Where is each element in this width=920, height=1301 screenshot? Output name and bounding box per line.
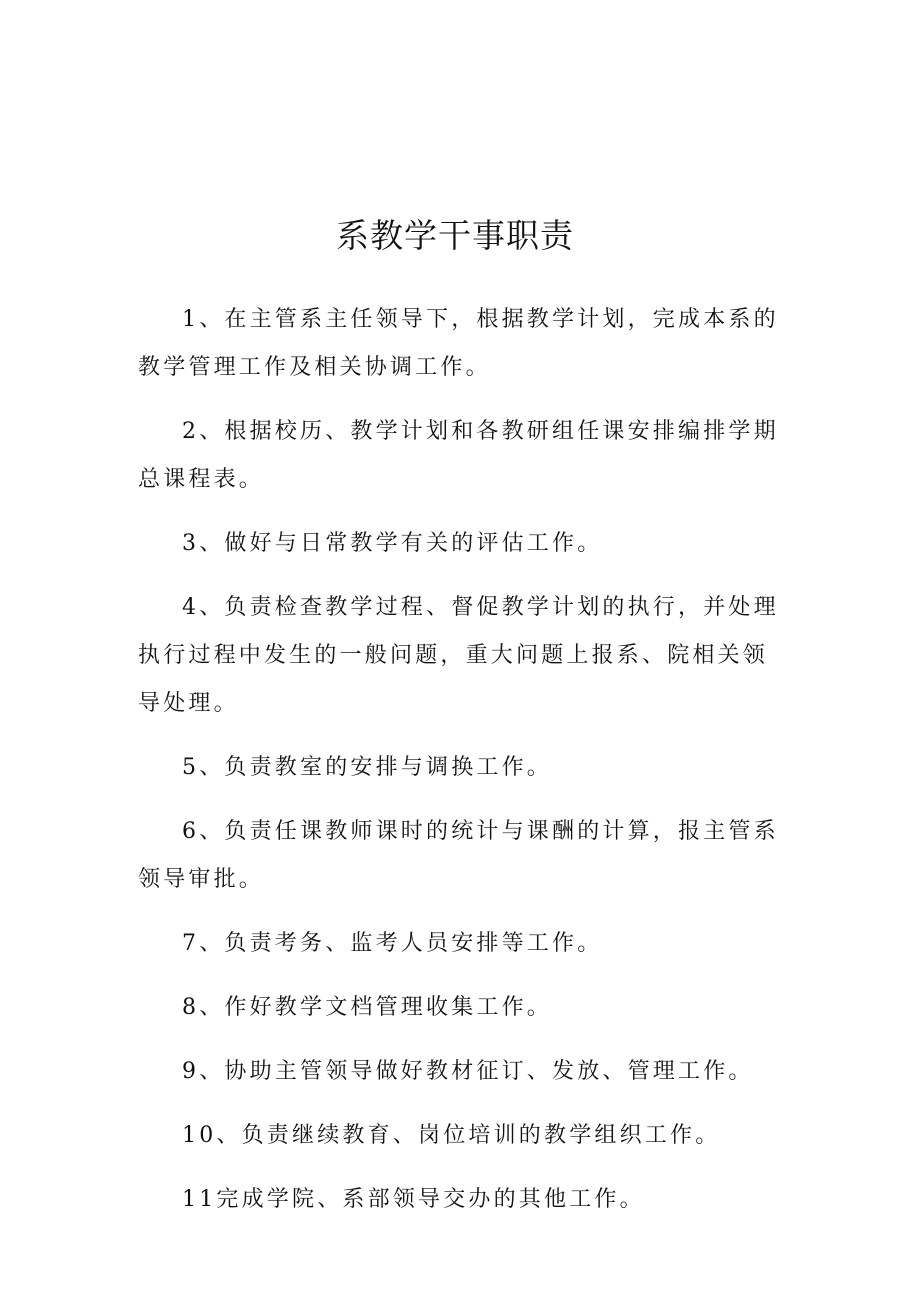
responsibilities-list — [138, 296, 782, 1240]
responsibility-item-10: 10、负责继续教育、岗位培训的教学组织工作。 — [182, 1123, 721, 1148]
document-title: 系教学干事职责 — [336, 216, 574, 255]
responsibility-item-1: 1、在主管系主任领导下，根据教学计划，完成本系的教学管理工作及相关协调工作。 — [138, 307, 779, 380]
responsibility-item-4: 4、负责检查教学过程、督促教学计划的执行，并处理执行过程中发生的一般问题，重大问题上报系、院相关领导处理。 — [138, 595, 779, 716]
responsibility-item-11: 11完成学院、系部领导交办的其他工作。 — [182, 1187, 645, 1212]
responsibility-item-7: 7、负责考务、监考人员安排等工作。 — [182, 931, 603, 956]
responsibility-item-8: 8、作好教学文档管理收集工作。 — [182, 995, 552, 1020]
responsibility-item-6: 6、负责任课教师课时的统计与课酬的计算，报主管系领导审批。 — [138, 819, 779, 892]
responsibility-item-3: 3、做好与日常教学有关的评估工作。 — [182, 531, 603, 556]
responsibility-item-2: 2、根据校历、教学计划和各教研组任课安排编排学期总课程表。 — [138, 419, 779, 492]
responsibility-item-9: 9、协助主管领导做好教材征订、发放、管理工作。 — [182, 1059, 754, 1084]
responsibility-item-5: 5、负责教室的安排与调换工作。 — [182, 755, 552, 780]
